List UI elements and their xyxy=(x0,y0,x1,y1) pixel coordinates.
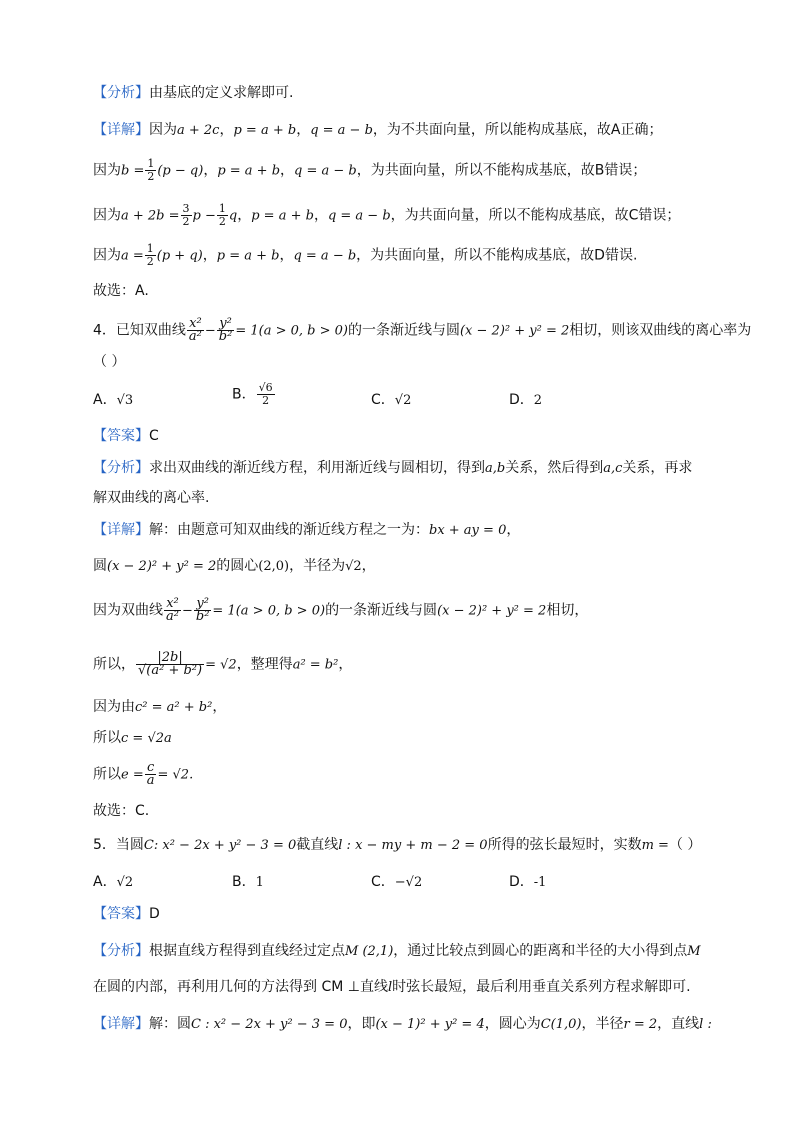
q4-answer xyxy=(93,426,159,446)
text: 因为由 xyxy=(93,699,135,715)
math-expr: a + 2c xyxy=(177,123,220,138)
option-label: B． xyxy=(232,386,256,403)
math-expr: (x − 2)² + y² = 2 xyxy=(437,603,547,619)
fraction-den: a² xyxy=(166,609,179,624)
math-expr: = 1(a > 0, b > 0) xyxy=(235,323,348,339)
option-label: B． xyxy=(232,874,256,890)
math-expr: m = xyxy=(641,838,669,853)
math-expr: bx + ay = 0 xyxy=(429,523,507,538)
fraction xyxy=(187,318,204,343)
q5-option-b xyxy=(232,872,264,893)
text: 故选：A. xyxy=(93,283,149,299)
q4-so-line-1 xyxy=(93,652,352,677)
detail-line-1: 【详解】因为a + 2c，p = a + b，q = a − b，为不共面向量，所以能构成基底，故A正确； xyxy=(93,122,663,138)
analysis-text: 由基底的定义求解即可. xyxy=(149,85,294,101)
fraction xyxy=(136,652,204,677)
text: 故选：C. xyxy=(93,803,150,819)
q4-stem xyxy=(93,318,751,343)
text: ，半径为 xyxy=(289,558,346,574)
math-expr: a² = b² xyxy=(292,657,339,673)
text: ，为共面向量，所以不能构成基底，故C错误； xyxy=(390,207,681,224)
text: 求出双曲线的渐近线方程，利用渐近线与圆相切，得到 xyxy=(149,460,485,476)
text: 因为 xyxy=(93,247,121,264)
text: ，整理得 xyxy=(236,656,293,673)
option-label: C． xyxy=(371,392,395,408)
math-expr: p = a + b xyxy=(251,208,314,224)
text: 圆 xyxy=(93,558,107,574)
q5-option-c xyxy=(371,872,422,893)
answer-tag: 【答案】 xyxy=(93,906,149,922)
math-expr: a,b xyxy=(485,461,506,476)
answer-value: C xyxy=(149,428,159,444)
math-expr: l : xyxy=(699,1017,712,1032)
q4-analysis xyxy=(93,458,692,479)
option-value: √3 xyxy=(116,393,134,408)
option-value: 1 xyxy=(255,875,264,890)
text: 因为双曲线 xyxy=(93,602,163,619)
q5-stem xyxy=(93,835,701,856)
math-expr: C : x² − 2x + y² − 3 = 0 xyxy=(191,1017,348,1032)
option-value: √2 xyxy=(394,393,412,408)
text: 所以 xyxy=(93,730,121,746)
math-expr: = √2. xyxy=(157,767,194,783)
q4-because-line xyxy=(93,598,588,623)
q4-option-b xyxy=(232,382,276,407)
text: 因为 xyxy=(149,122,177,138)
fraction xyxy=(217,318,235,343)
fraction xyxy=(145,243,156,268)
math-expr: (p + q) xyxy=(156,248,203,264)
text: 的一条渐近线与圆 xyxy=(325,602,438,619)
math-expr: a + 2b = xyxy=(121,208,180,224)
math-expr: M xyxy=(687,944,701,959)
fraction xyxy=(217,203,228,228)
q5-detail xyxy=(93,1014,712,1035)
math-expr: l xyxy=(387,980,393,995)
fraction-den: b² xyxy=(218,329,233,344)
fraction-num: √6 xyxy=(258,381,273,394)
fraction-den: 2 xyxy=(146,255,154,268)
detail-tag: 【详解】 xyxy=(93,522,149,538)
q5-analysis-cont xyxy=(93,977,691,998)
detail-line-2: 因为b = $\frac{1}{2}$ (p − q)，p = a + b，q = a − b，为共面向量，所以不能构成基底，故B错误； xyxy=(93,157,647,183)
fraction-num: 1 xyxy=(147,157,155,170)
q5-analysis xyxy=(93,941,701,962)
option-value: −√2 xyxy=(394,875,423,890)
detail-tag: 【详解】 xyxy=(93,122,149,138)
answer-value: D xyxy=(149,906,160,922)
text: ， xyxy=(506,522,521,538)
math-expr: q = a − b xyxy=(310,123,373,138)
fraction xyxy=(194,598,212,623)
fraction xyxy=(164,598,181,623)
text: ， xyxy=(338,656,353,673)
math-expr: p = a + b xyxy=(216,248,280,264)
q4-so-line-4 xyxy=(93,762,193,787)
text: 根据直线方程得到直线经过定点 xyxy=(149,943,345,959)
q4-paren xyxy=(93,352,125,372)
text: 5．当圆 xyxy=(93,837,144,853)
q4-detail xyxy=(93,520,520,541)
math-expr: p − xyxy=(192,208,216,224)
text: 因为 xyxy=(93,207,121,224)
choose-line-q3 xyxy=(93,281,149,301)
fraction xyxy=(257,382,275,407)
fraction-num: x² xyxy=(187,318,204,331)
math-expr: b = xyxy=(121,163,145,179)
analysis-tag: 【分析】 xyxy=(93,85,149,101)
text: 所以， xyxy=(93,656,135,673)
text: 时弦长最短，最后利用垂直关系列方程求解即可. xyxy=(392,979,691,995)
math-expr: q = a − b xyxy=(293,248,357,264)
option-label: A． xyxy=(93,392,117,408)
text: 相切， xyxy=(546,602,589,619)
analysis-line-q3 xyxy=(93,83,293,103)
text: 关系，再求 xyxy=(622,460,693,476)
math-expr: M (2,1) xyxy=(345,944,394,959)
detail-line-4: 因为a = $\frac{1}{2}$ (p + q)，p = a + b，q = a − b，为共面向量，所以不能构成基底，故D错误. xyxy=(93,242,638,268)
analysis-tag: 【分析】 xyxy=(93,460,149,476)
q4-choose xyxy=(93,801,149,821)
q4-option-c xyxy=(371,390,411,411)
text: 解：圆 xyxy=(149,1016,191,1032)
math-expr: p = a + b xyxy=(217,163,281,179)
q4-so-line-2 xyxy=(93,697,226,718)
fraction-num: 3 xyxy=(182,202,190,215)
text: ，为不共面向量，所以能构成基底，故A正确； xyxy=(372,122,663,138)
text: 的一条渐近线与圆 xyxy=(347,322,460,339)
q4-so-line-3 xyxy=(93,728,172,749)
math-expr: q xyxy=(228,208,238,224)
math-expr: a = xyxy=(121,248,144,264)
text: 相切，则该双曲线的离心率为 xyxy=(569,322,752,339)
option-label: D． xyxy=(509,392,534,408)
math-expr: √2 xyxy=(345,559,362,574)
fraction-num: x² xyxy=(164,598,181,611)
text: 截直线 xyxy=(296,837,339,853)
fraction xyxy=(145,158,156,183)
text: ， xyxy=(361,558,376,574)
text: ，直线 xyxy=(657,1016,700,1032)
fraction xyxy=(145,762,157,787)
text: ，即 xyxy=(347,1016,376,1032)
text: （ ） xyxy=(668,837,702,853)
option-label: D． xyxy=(509,874,534,890)
fraction-num: 1 xyxy=(218,202,226,215)
q5-answer xyxy=(93,904,160,924)
detail-tag: 【详解】 xyxy=(93,1016,149,1032)
fraction-num: 1 xyxy=(146,242,154,255)
fraction-den: √(a² + b²) xyxy=(138,663,203,678)
option-value: √2 xyxy=(116,875,134,890)
fraction-den: 2 xyxy=(218,215,226,228)
text: 解：由题意可知双曲线的渐近线方程之一为： xyxy=(149,522,429,538)
q4-option-a xyxy=(93,390,133,411)
math-expr: q = a − b xyxy=(327,208,391,224)
fraction-den: a² xyxy=(188,329,202,344)
detail-line-3: 因为a + 2b = $\frac{3}{2}$ p − $\frac{1}{2}$ q，p = a + b，q = a − b，为共面向量，所以不能构成基底，故C错误； xyxy=(93,202,681,228)
math-expr: c = √2a xyxy=(121,731,172,746)
math-expr: C(1,0) xyxy=(540,1017,582,1032)
text: ，圆心为 xyxy=(484,1016,541,1032)
text: 的圆心 xyxy=(216,558,259,574)
math-expr: (x − 2)² + y² = 2 xyxy=(459,323,570,339)
text: 解双曲线的离心率. xyxy=(93,490,210,506)
option-value: -1 xyxy=(533,875,547,890)
math-expr: r = 2 xyxy=(623,1017,658,1032)
fraction-num: |2b| xyxy=(136,652,204,665)
math-expr: = 1(a > 0, b > 0) xyxy=(212,603,326,619)
text: ，为共面向量，所以不能构成基底，故D错误. xyxy=(356,247,638,264)
text: 因为 xyxy=(93,162,121,179)
fraction-num: c xyxy=(145,762,157,775)
q4-analysis-cont xyxy=(93,488,209,508)
fraction-den: b² xyxy=(195,609,210,624)
q5-option-d xyxy=(509,872,546,893)
math-expr: e = xyxy=(121,767,144,783)
q5-option-a xyxy=(93,872,133,893)
text: ，通过比较点到圆心的距离和半径的大小得到点 xyxy=(393,943,688,959)
fraction-den: a xyxy=(146,773,155,788)
q4-circle-line xyxy=(93,556,376,577)
fraction xyxy=(181,203,192,228)
text: 所以 xyxy=(93,766,121,783)
q4-option-d xyxy=(509,390,542,411)
text: （ ） xyxy=(93,354,126,370)
text: ， xyxy=(212,699,227,715)
math-expr: = √2 xyxy=(205,657,237,673)
math-expr: l : x − my + m − 2 = 0 xyxy=(338,838,488,853)
answer-tag: 【答案】 xyxy=(93,428,149,444)
math-expr: q = a − b xyxy=(294,163,357,179)
fraction-den: 2 xyxy=(262,394,270,407)
option-label: C． xyxy=(371,874,395,890)
fraction-den: 2 xyxy=(147,170,155,183)
math-expr: C: x² − 2x + y² − 3 = 0 xyxy=(143,838,297,853)
math-expr: p = a + b xyxy=(233,123,297,138)
text: ，半径 xyxy=(581,1016,624,1032)
math-expr: (p − q) xyxy=(157,163,204,179)
text: ，为共面向量，所以不能构成基底，故B错误； xyxy=(356,162,647,179)
text: 4．已知双曲线 xyxy=(93,322,186,339)
math-expr: (x − 2)² + y² = 2 xyxy=(107,559,217,574)
option-label: A． xyxy=(93,874,117,890)
fraction-num: y² xyxy=(194,598,212,611)
math-expr: c² = a² + b² xyxy=(135,700,213,715)
text: 关系，然后得到 xyxy=(505,460,604,476)
fraction-den: 2 xyxy=(182,215,190,228)
option-value: 2 xyxy=(533,393,543,408)
analysis-tag: 【分析】 xyxy=(93,943,149,959)
math-op: − xyxy=(204,323,216,339)
math-op: − xyxy=(181,603,193,619)
text: 在圆的内部，再利用几何的方法得到 CM ⊥直线 xyxy=(93,979,388,995)
math-expr: (x − 1)² + y² = 4 xyxy=(375,1017,485,1032)
fraction-num: y² xyxy=(217,318,235,331)
math-expr: a,c xyxy=(603,461,623,476)
text: 所得的弦长最短时，实数 xyxy=(487,837,642,853)
math-expr: (2,0) xyxy=(258,559,290,574)
